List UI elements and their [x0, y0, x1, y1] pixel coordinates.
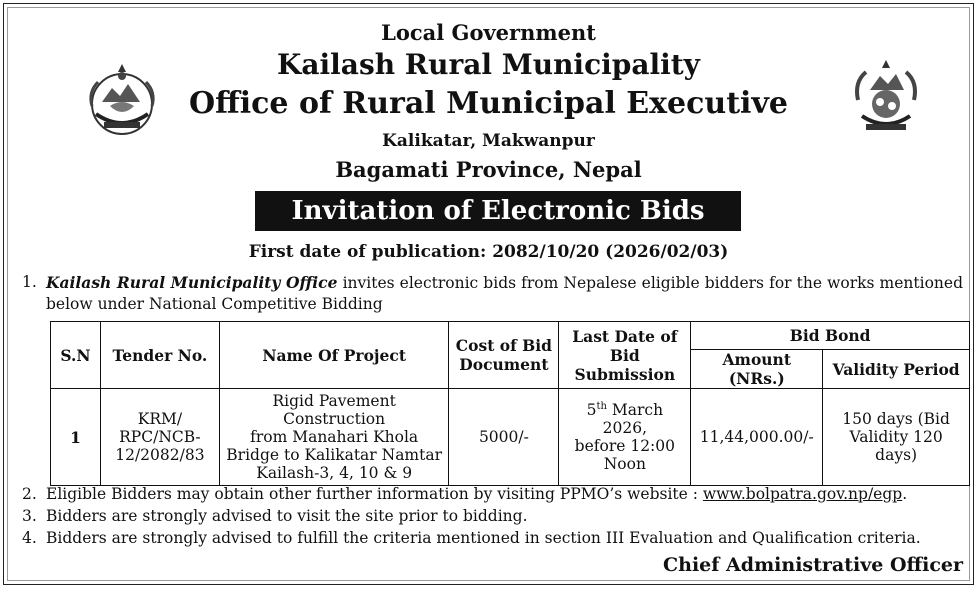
local-government-heading: Local Government — [381, 20, 596, 45]
header-tender: Tender No. — [100, 322, 219, 389]
header-bid-bond: Bid Bond — [691, 322, 970, 350]
publication-date: First date of publication: 2082/10/20 (2026/02/03) — [248, 242, 729, 262]
paragraph-number: 3. — [22, 507, 37, 525]
paragraph-text: Bidders are strongly advised to fulfill the criteria mentioned in section III Evaluation and Qualification criteria. — [46, 529, 921, 547]
signature-title: Chief Administrative Officer — [663, 554, 963, 576]
table-row — [51, 389, 970, 486]
cell-project: Rigid Pavement Construction from Manahari Khola Bridge to Kalikatar Namtar Kailash-3, 4, 10 & 9 — [219, 389, 449, 486]
cell-validity: 150 days (Bid Validity 120 days) — [823, 389, 970, 486]
cell-tender: KRM/ RPC/NCB- 12/2082/83 — [100, 389, 219, 486]
header-validity: Validity Period — [823, 350, 970, 389]
cell-amount: 11,44,000.00/- — [691, 389, 823, 486]
paragraph-text: Bidders are strongly advised to visit the site prior to bidding. — [46, 507, 528, 525]
address-heading: Kalikatar, Makwanpur — [382, 131, 595, 151]
municipality-heading: Kailash Rural Municipality — [277, 48, 700, 81]
cell-sn: 1 — [51, 389, 101, 486]
paragraph-number: 4. — [22, 529, 37, 547]
notice-title: Invitation of Electronic Bids — [255, 191, 741, 231]
cell-last-date: 5th March 2026, before 12:00 Noon — [559, 389, 691, 486]
paragraph-text: invites electronic bids from Nepalese eligible bidders for the works mentioned below under National Competitive Bidding — [46, 274, 963, 313]
paragraph-3 — [22, 506, 963, 527]
header-last-date: Last Date of Bid Submission — [559, 322, 691, 389]
office-name: Kailash Rural Municipality Office — [46, 273, 338, 292]
paragraph-text: Eligible Bidders may obtain other further information by visiting PPMO’s website : — [46, 485, 703, 503]
tender-notice — [3, 3, 974, 585]
header-cost: Cost of Bid Document — [449, 322, 559, 389]
paragraph-2: 2. Eligible Bidders may obtain other further information by visiting PPMO’s website : www.bolpatra.gov.np/egp. — [22, 485, 908, 503]
paragraph-4 — [22, 528, 963, 549]
bid-table — [50, 321, 970, 486]
paragraph-1 — [22, 272, 963, 315]
ppmo-website-link[interactable]: www.bolpatra.gov.np/egp — [702, 485, 903, 503]
province-heading: Bagamati Province, Nepal — [335, 157, 642, 182]
header-sn: S.N — [51, 322, 101, 389]
cell-cost: 5000/- — [449, 389, 559, 486]
paragraph-number: 1. — [22, 273, 37, 291]
office-heading: Office of Rural Municipal Executive — [189, 86, 788, 121]
paragraph-number: 2. — [22, 485, 37, 503]
header-project: Name Of Project — [219, 322, 449, 389]
header-amount: Amount (NRs.) — [691, 350, 823, 389]
